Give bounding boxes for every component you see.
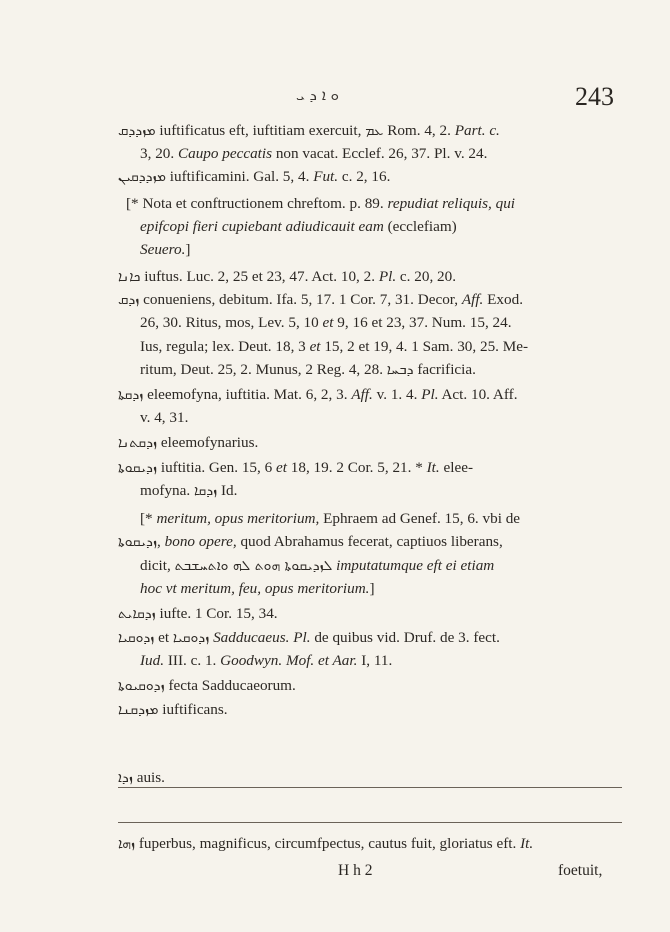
- syriac-word: ܙܕܩܬܢܐ: [118, 435, 158, 451]
- latin-text: [* Nota et conftructionem chreftom. p. 89.: [126, 195, 388, 212]
- syriac-word: ܕܒܚܐ: [386, 362, 414, 378]
- syriac-word: ܟܐܢܐ: [118, 269, 141, 285]
- entry-line: [118, 700, 228, 720]
- entry-line: [118, 385, 518, 405]
- entry-line: [118, 604, 278, 624]
- latin-text: fuperbus, magnificus, circumfpectus, cautus fuit, gloriatus eft.: [135, 835, 521, 852]
- entry-line: [140, 144, 487, 164]
- latin-text: c. 20, 20.: [396, 268, 457, 285]
- entry-line: [118, 532, 503, 552]
- italic-text: Goodwyn. Mof. et Aar.: [220, 652, 358, 669]
- syriac-word: ܙܕܘܩܝܐ: [172, 630, 210, 646]
- latin-text: v. 1. 4.: [372, 386, 422, 403]
- syriac-word: ܙܕܝܩܘܬܐ: [118, 460, 158, 476]
- latin-text: auis.: [132, 769, 165, 786]
- italic-text: epifcopi fieri cupiebant: [140, 218, 282, 235]
- latin-text: 18, 19. 2 Cor. 5, 21. *: [286, 459, 427, 476]
- latin-text: iuftitia. Gen. 15, 6: [157, 459, 276, 476]
- syriac-word: ܙܕܩ: [118, 292, 140, 308]
- section-divider-top: [118, 787, 622, 788]
- syriac-word: ܙܗܐ: [118, 836, 136, 852]
- latin-text: fecta Sadducaeorum.: [164, 677, 296, 694]
- latin-text: c. 2, 16.: [338, 168, 391, 185]
- latin-text: ]: [185, 241, 191, 258]
- italic-text: et: [322, 314, 334, 331]
- latin-text: mofyna.: [140, 482, 194, 499]
- latin-text: III. c. 1.: [164, 652, 221, 669]
- section-divider-bottom: [118, 822, 622, 823]
- latin-text: 3, 20.: [140, 145, 178, 162]
- italic-text: meritum, opus meritorium,: [156, 510, 320, 527]
- entry-line: [140, 651, 392, 671]
- latin-text: Ephraem ad Genef. 15, 6. vbi de: [319, 510, 521, 527]
- entry-line: [140, 556, 494, 576]
- entry-line: [126, 194, 515, 214]
- latin-text: conueniens, debitum. Ifa. 5, 17. 1 Cor. 7, 31. Decor,: [139, 291, 462, 308]
- latin-text: Ius, regula; lex. Deut. 18, 3: [140, 338, 310, 355]
- latin-text: 26, 30. Ritus, mos, Lev. 5, 10: [140, 314, 323, 331]
- syriac-word: ܙܕܘܩܝܘܬܐ: [118, 678, 165, 694]
- syriac-word: ܡܙܕܕܩܝܢ: [118, 169, 166, 185]
- latin-text: Act. 10. Aff.: [438, 386, 518, 403]
- latin-text: elee-: [439, 459, 473, 476]
- italic-text: et: [309, 338, 321, 355]
- page-number: 243: [575, 82, 614, 111]
- latin-text: iuftificans.: [158, 701, 228, 718]
- italic-text: Aff.: [351, 386, 373, 403]
- latin-text: (ecclefiam): [383, 218, 457, 235]
- latin-text: non vacat. Ecclef. 26, 37. Pl. v. 24.: [275, 145, 488, 162]
- syriac-word: ܙܕܐ: [118, 770, 133, 786]
- syriac-word: ܙܕܝܩܘܬܐ: [118, 534, 158, 550]
- latin-text: iuftificatus eft, iuftitiam exercuit,: [155, 122, 366, 139]
- italic-text: bono opere,: [164, 533, 237, 550]
- syriac-word: ܡܙܕܕܩ: [118, 123, 156, 139]
- syriac-word: ܙܕܘܩܝܐ: [118, 630, 155, 646]
- latin-text: Rom. 4, 2.: [383, 122, 455, 139]
- entry-line: [140, 481, 237, 501]
- italic-text: Aff.: [461, 291, 484, 308]
- italic-text: Part. c.: [454, 122, 500, 139]
- entry-line: [140, 579, 375, 599]
- syriac-word: ܙܕܩܐܝܬ: [118, 606, 156, 622]
- signature-mark: H h 2: [338, 862, 373, 879]
- latin-text: iuftificamini. Gal. 5, 4.: [165, 168, 314, 185]
- entry-line: [140, 408, 188, 428]
- latin-text: [*: [140, 510, 157, 527]
- entry-line: [118, 167, 390, 187]
- latin-text: ritum, Deut. 25, 2. Munus, 2 Reg. 4, 28.: [140, 361, 387, 378]
- latin-text: 9, 16 et 23, 37. Num. 15, 24.: [333, 314, 512, 331]
- italic-text: Caupo peccatis: [177, 145, 273, 162]
- entry-line: [118, 768, 165, 788]
- italic-text: Sadducaeus. Pl.: [209, 629, 315, 646]
- italic-text: Fut.: [313, 168, 339, 185]
- running-head-syriac: ܘ ܐ ܕ ܝ: [296, 86, 340, 104]
- entry-line: [140, 217, 457, 237]
- italic-text: adiudicauit eam: [285, 218, 384, 235]
- latin-text: iufte. 1 Cor. 15, 34.: [155, 605, 278, 622]
- entry-line: [118, 458, 473, 478]
- latin-text: de quibus vid. Druf. de 3. fect.: [314, 629, 500, 646]
- syriac-word: ܙܕܩܐ: [194, 483, 218, 499]
- italic-text: repudiat reliquis, qui: [387, 195, 516, 212]
- italic-text: Pl.: [421, 386, 439, 403]
- entry-line: [140, 240, 190, 260]
- latin-text: Exod.: [483, 291, 523, 308]
- italic-text: hoc vt meritum, feu, opus meritorium.: [140, 580, 370, 597]
- entry-line: [140, 313, 512, 333]
- latin-text: I, 11.: [357, 652, 393, 669]
- catchword: foetuit,: [558, 862, 603, 879]
- entry-line: [118, 121, 500, 141]
- entry-line: [140, 360, 476, 380]
- latin-text: 15, 2 et 19, 4. 1 Sam. 30, 25. Me-: [320, 338, 529, 355]
- entry-line: [118, 834, 533, 854]
- syriac-word: ܡܙܕܩܢܐ: [118, 702, 159, 718]
- latin-text: ,: [157, 533, 165, 550]
- latin-text: et: [154, 629, 173, 646]
- entry-line: [140, 509, 520, 529]
- latin-text: quod Abrahamus fecerat, captiuos liberans,: [236, 533, 503, 550]
- italic-text: Seuero.: [140, 241, 186, 258]
- entry-line: [118, 433, 258, 453]
- latin-text: v. 4, 31.: [140, 409, 189, 426]
- italic-text: Pl.: [378, 268, 397, 285]
- latin-text: iuftus. Luc. 2, 25 et 23, 47. Act. 10, 2.: [140, 268, 379, 285]
- latin-text: eleemofyna, iuftitia. Mat. 6, 2, 3.: [143, 386, 352, 403]
- entry-line: [118, 267, 456, 287]
- italic-text: imputatumque eft ei etiam: [332, 557, 495, 574]
- latin-text: ]: [369, 580, 375, 597]
- entry-line: [118, 676, 296, 696]
- italic-text: It.: [426, 459, 440, 476]
- entry-line: [140, 337, 528, 357]
- syriac-word: ܙܕܩܬܐ: [118, 387, 144, 403]
- italic-text: et: [276, 459, 287, 476]
- syriac-word: ܥܡ: [365, 123, 384, 139]
- latin-text: Id.: [217, 482, 238, 499]
- italic-text: It.: [520, 835, 534, 852]
- entry-line: [118, 628, 500, 648]
- entry-line: [118, 290, 523, 310]
- latin-text: facrificia.: [413, 361, 476, 378]
- syriac-word: ܠܙܕܝܩܘܬܐ ܗܘܬ ܠܗ ܘܐܬܚܫܒܬ: [174, 558, 333, 574]
- latin-text: eleemofynarius.: [157, 434, 259, 451]
- italic-text: Iud.: [140, 652, 165, 669]
- latin-text: dicit,: [140, 557, 175, 574]
